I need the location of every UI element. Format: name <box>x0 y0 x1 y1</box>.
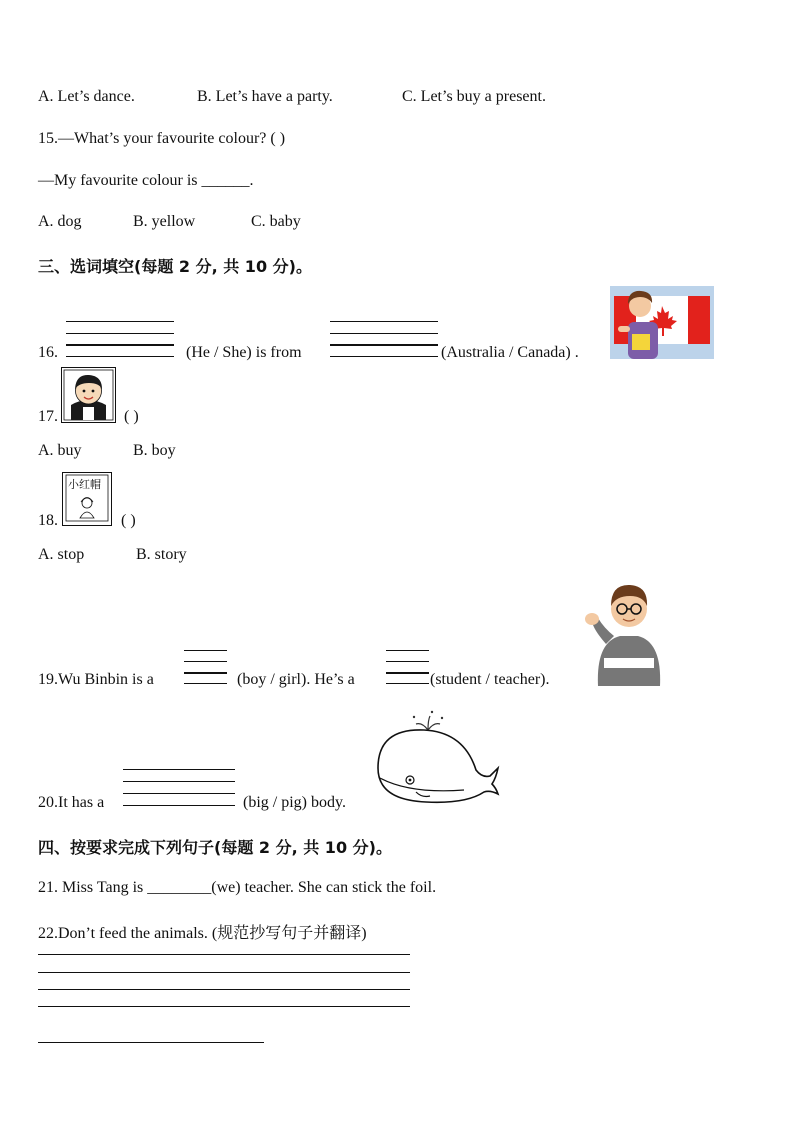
q21-line <box>38 879 436 897</box>
q19-start-text: 19.Wu Binbin is a <box>38 671 154 688</box>
q14-option-b: B. Let’s have a party. <box>197 88 333 105</box>
q15-answer-suffix: . <box>249 172 254 189</box>
q17-option-b: B. boy <box>133 442 176 459</box>
q15-answer-prefix: —My favourite colour is <box>38 172 198 189</box>
q16-end-text: (Australia / Canada) . <box>441 344 579 361</box>
q21-start-text: 21. Miss Tang is <box>38 879 144 896</box>
q17-number: 17. <box>38 408 58 425</box>
storybook-picture <box>62 472 112 526</box>
boy-picture <box>61 367 116 423</box>
book-title: 小红帽 <box>68 478 101 491</box>
q14-option-a: A. Let’s dance. <box>38 88 135 105</box>
q19-middle-text: (boy / girl). He’s a <box>237 671 355 688</box>
q19-end-text: (student / teacher). <box>430 671 550 688</box>
q18-option-a: A. stop <box>38 546 85 563</box>
whale-picture <box>372 708 500 808</box>
q22-translation-line[interactable] <box>38 1042 264 1043</box>
q18-option-b: B. story <box>136 546 187 563</box>
section4-heading: 四、按要求完成下列句子(每题 2 分, 共 10 分)。 <box>38 838 392 857</box>
q18-answer-paren[interactable]: ( ) <box>121 512 136 529</box>
section3-heading: 三、选词填空(每题 2 分, 共 10 分)。 <box>38 257 312 276</box>
q20-end-text: (big / pig) body. <box>243 794 346 811</box>
q15-option-a: A. dog <box>38 213 82 230</box>
teacher-picture <box>584 582 672 688</box>
q15-answer-blank[interactable]: ______ <box>201 172 250 189</box>
q16-number: 16. <box>38 344 58 361</box>
q15-answer-line <box>38 172 254 190</box>
q16-middle-text: (He / She) is from <box>186 344 302 361</box>
q20-start-text: 20.It has a <box>38 794 105 811</box>
q22-question: 22.Don’t feed the animals. (规范抄写句子并翻译) <box>38 925 367 942</box>
q21-end-text: (we) teacher. She can stick the foil. <box>211 879 437 896</box>
q14-option-c: C. Let’s buy a present. <box>402 88 546 105</box>
q15-question: 15.—What’s your favourite colour? ( ) <box>38 130 286 147</box>
canada-flag-boy-picture <box>610 286 714 359</box>
q21-answer-blank[interactable]: ________ <box>147 879 212 896</box>
q17-answer-paren[interactable]: ( ) <box>124 408 139 425</box>
q15-option-b: B. yellow <box>133 213 196 230</box>
q17-option-a: A. buy <box>38 442 82 459</box>
q18-number: 18. <box>38 512 58 529</box>
q15-option-c: C. baby <box>251 213 301 230</box>
